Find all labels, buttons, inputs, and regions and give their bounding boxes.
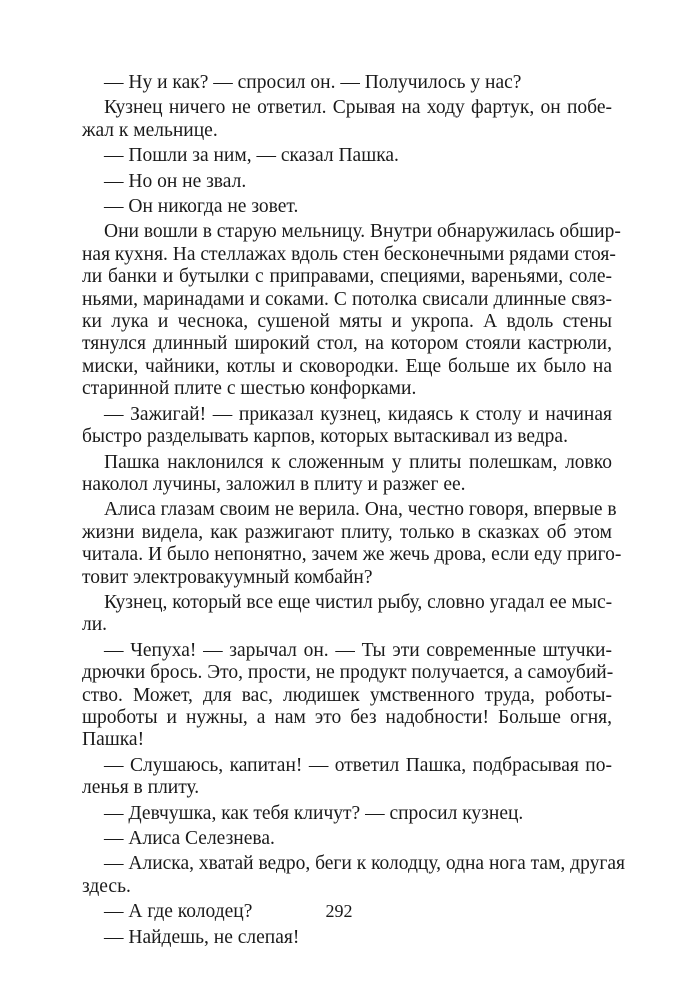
paragraph — [82, 499, 622, 589]
body-text — [82, 72, 625, 952]
text-line: — Чепуха! — зарычал он. — Ты эти современные штучки- — [104, 639, 612, 661]
paragraph — [82, 755, 612, 800]
paragraph — [82, 145, 612, 167]
paragraph — [82, 171, 612, 193]
text-line: — Но он не звал. — [104, 170, 247, 192]
text-line: миски, чайники, котлы и сковородки. Еще больше их было на — [82, 355, 612, 377]
text-line: товит электровакуумный комбайн? — [82, 566, 373, 588]
paragraph — [82, 828, 612, 850]
text-line: Пашка! — [82, 729, 145, 751]
text-line: Кузнец ничего не ответил. Срывая на ходу фартук, он побе- — [104, 97, 612, 119]
text-line: — Алиска, хватай ведро, беги к колодцу, одна нога там, другая — [104, 853, 625, 875]
paragraph — [82, 452, 612, 497]
paragraph — [82, 97, 612, 142]
text-line: здесь. — [82, 875, 131, 897]
paragraph — [82, 72, 612, 94]
text-line: наколол лучины, заложил в плиту и разжег ее. — [82, 473, 466, 495]
paragraph — [82, 404, 612, 449]
text-line: дрючки брось. Это, прости, не продукт получается, а самоубий- — [82, 662, 614, 684]
text-line: — Алиса Селезнева. — [104, 828, 275, 849]
text-line: шроботы и нужны, а нам это без надобности! Больше огня, — [82, 706, 612, 728]
text-line: — Зажигай! — приказал кузнец, кидаясь к столу и начиная — [104, 403, 612, 425]
text-line: Кузнец, который все еще чистил рыбу, словно угадал ее мыс- — [104, 591, 613, 613]
text-line: читала. И было непонятно, зачем же жечь дрова, если еду приго- — [82, 544, 622, 566]
text-line: ная кухня. На стеллажах вдоль стен бесконечными рядами стоя- — [82, 243, 616, 265]
text-line: ки лука и чеснока, сушеной мяты и укропа. А вдоль стены — [82, 311, 612, 333]
text-line: жизни видела, как разжигают плиту, только в сказках об этом — [82, 521, 612, 543]
text-line: ли банки и бутылки с приправами, специями, вареньями, соле- — [82, 266, 612, 288]
text-line: — Ну и как? — спросил он. — Получилось у нас? — [104, 72, 522, 93]
text-line: — А где колодец? — [104, 901, 253, 923]
paragraph — [82, 640, 612, 752]
text-line: Алиса глазам своим не верила. Она, честно говоря, впервые в — [104, 499, 617, 521]
paragraph — [82, 803, 612, 825]
paragraph — [82, 221, 621, 400]
text-line: — Он никогда не зовет. — [104, 196, 299, 218]
paragraph — [82, 196, 612, 218]
text-line: ньями, маринадами и соками. С потолка свисали длинные связ- — [82, 288, 612, 310]
text-line: — Найдешь, не слепая! — [104, 926, 300, 948]
text-line: ство. Может, для вас, людишек умственного труда, роботы- — [82, 684, 612, 706]
text-line: жал к мельнице. — [82, 119, 218, 141]
text-line: Пашка наклонился к сложенным у плиты полешкам, ловко — [104, 451, 612, 473]
paragraph — [82, 592, 612, 637]
paragraph — [82, 927, 612, 949]
text-line: старинной плите с шестью конфорками. — [82, 378, 417, 400]
text-line: ленья в плиту. — [82, 777, 200, 799]
text-line: — Девчушка, как тебя кличут? — спросил кузнец. — [104, 802, 524, 824]
page-number: 292 — [325, 901, 353, 921]
text-line: быстро разделывать карпов, которых вытаскивал из ведра. — [82, 426, 568, 448]
text-line: — Слушаюсь, капитан! — ответил Пашка, подбрасывая по- — [104, 754, 612, 776]
text-line: Они вошли в старую мельницу. Внутри обнаружилась обшир- — [104, 221, 621, 243]
text-line: тянулся длинный широкий стол, на котором стояли кастрюли, — [82, 333, 612, 355]
text-line: ли. — [82, 614, 108, 636]
text-line: — Пошли за ним, — сказал Пашка. — [104, 145, 399, 167]
paragraph — [82, 853, 625, 898]
